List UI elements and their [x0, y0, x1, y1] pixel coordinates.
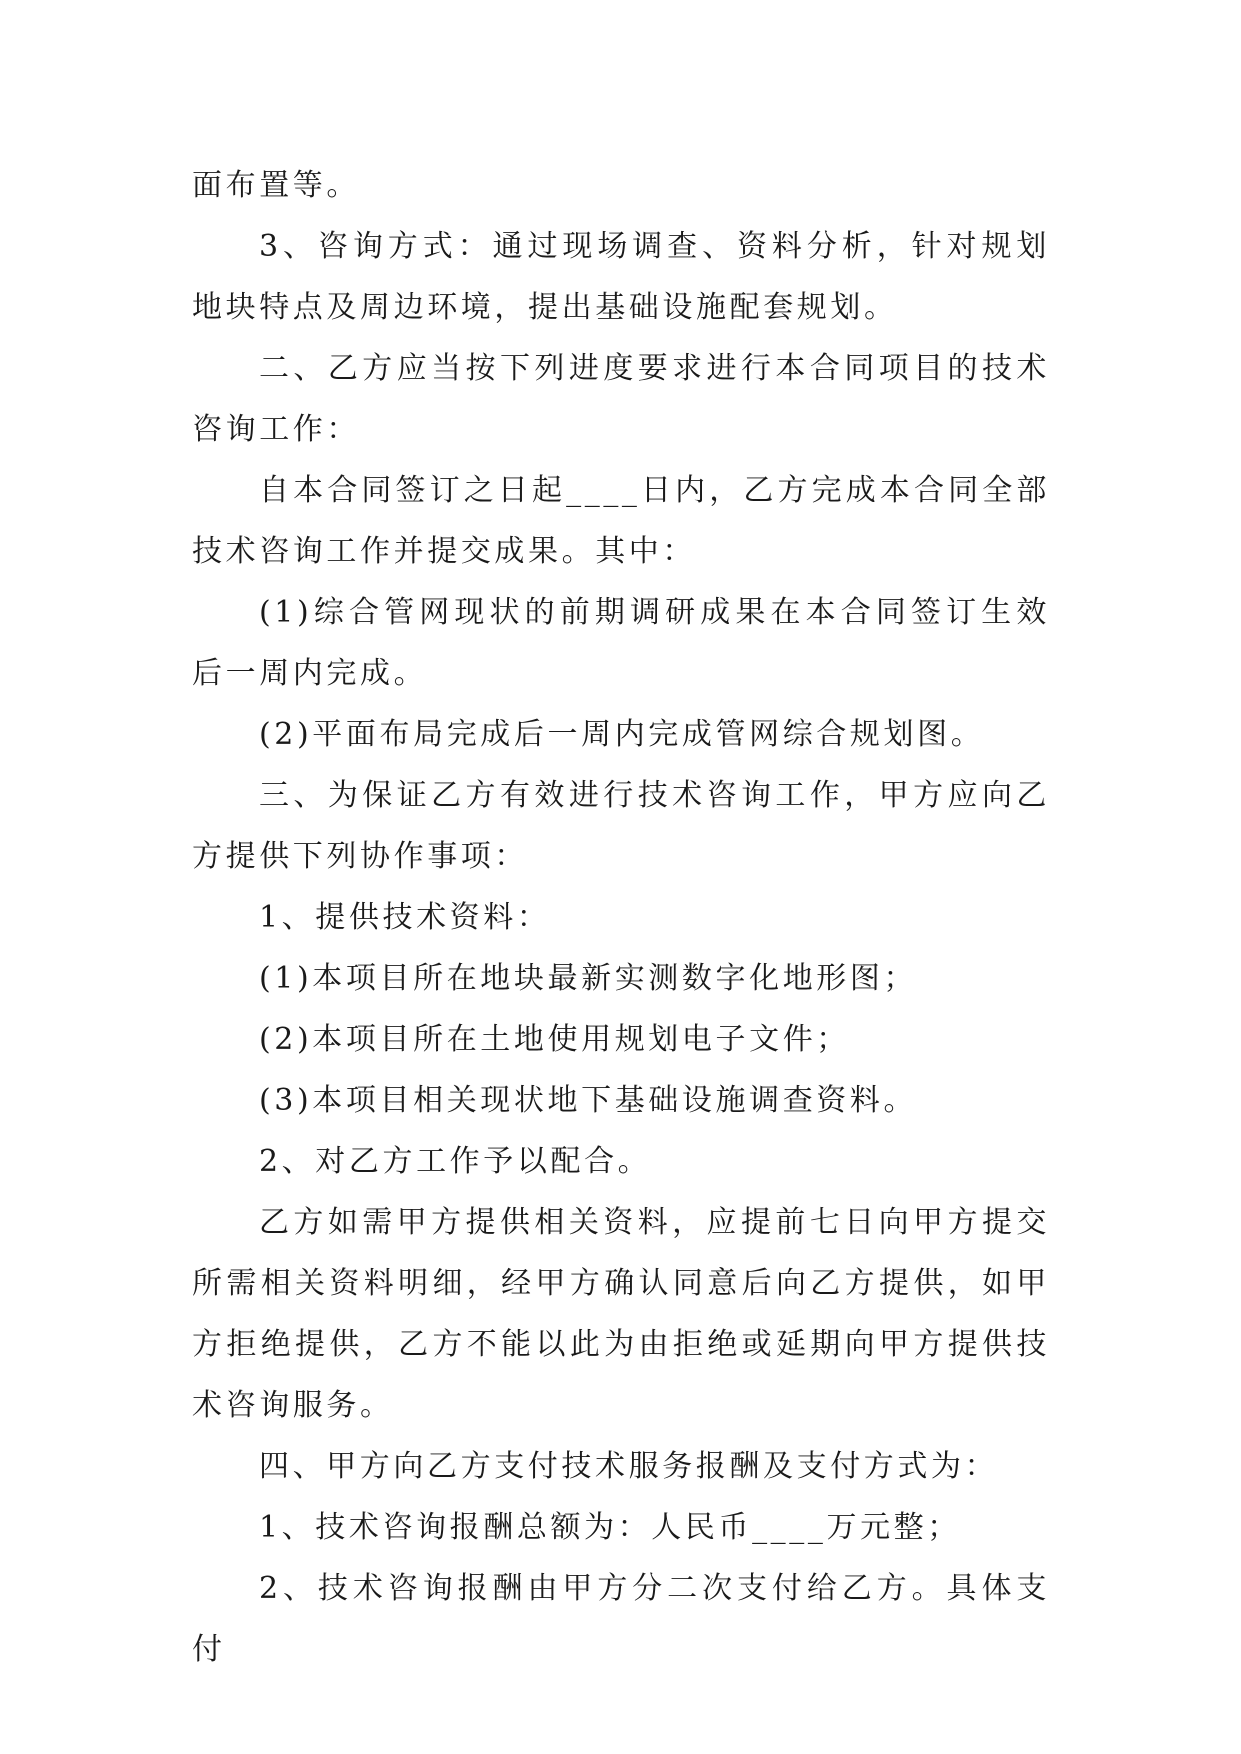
paragraph: 3、咨询方式：通过现场调查、资料分析，针对规划地块特点及周边环境，提出基础设施配套规划。 [192, 229, 1050, 325]
paragraph: (1)综合管网现状的前期调研成果在本合同签订生效后一周内完成。 [192, 595, 1050, 691]
paragraph: (2)本项目所在土地使用规划电子文件； [259, 1022, 850, 1057]
paragraph: 2、技术咨询报酬由甲方分二次支付给乙方。具体支付 [192, 1571, 1050, 1667]
paragraph: (1)本项目所在地块最新实测数字化地形图； [259, 961, 918, 996]
paragraph: 乙方如需甲方提供相关资料，应提前七日向甲方提交所需相关资料明细，经甲方确认同意后向乙方提供，如甲方拒绝提供，乙方不能以此为由拒绝或延期向甲方提供技术咨询服务。 [192, 1205, 1050, 1423]
document-body [192, 155, 1050, 1680]
paragraph: 2、对乙方工作予以配合。 [259, 1144, 652, 1179]
paragraph: (3)本项目相关现状地下基础设施调查资料。 [259, 1083, 918, 1118]
paragraph: 1、技术咨询报酬总额为：人民币____万元整； [259, 1510, 961, 1545]
paragraph: 二、乙方应当按下列进度要求进行本合同项目的技术咨询工作： [192, 351, 1050, 447]
paragraph: 1、提供技术资料： [259, 900, 551, 935]
paragraph: 四、甲方向乙方支付技术服务报酬及支付方式为： [259, 1449, 999, 1484]
paragraph: 三、为保证乙方有效进行技术咨询工作，甲方应向乙方提供下列协作事项： [192, 778, 1050, 874]
paragraph: 面布置等。 [192, 168, 360, 203]
paragraph: (2)平面布局完成后一周内完成管网综合规划图。 [259, 717, 985, 752]
paragraph: 自本合同签订之日起____日内，乙方完成本合同全部技术咨询工作并提交成果。其中： [192, 473, 1050, 569]
